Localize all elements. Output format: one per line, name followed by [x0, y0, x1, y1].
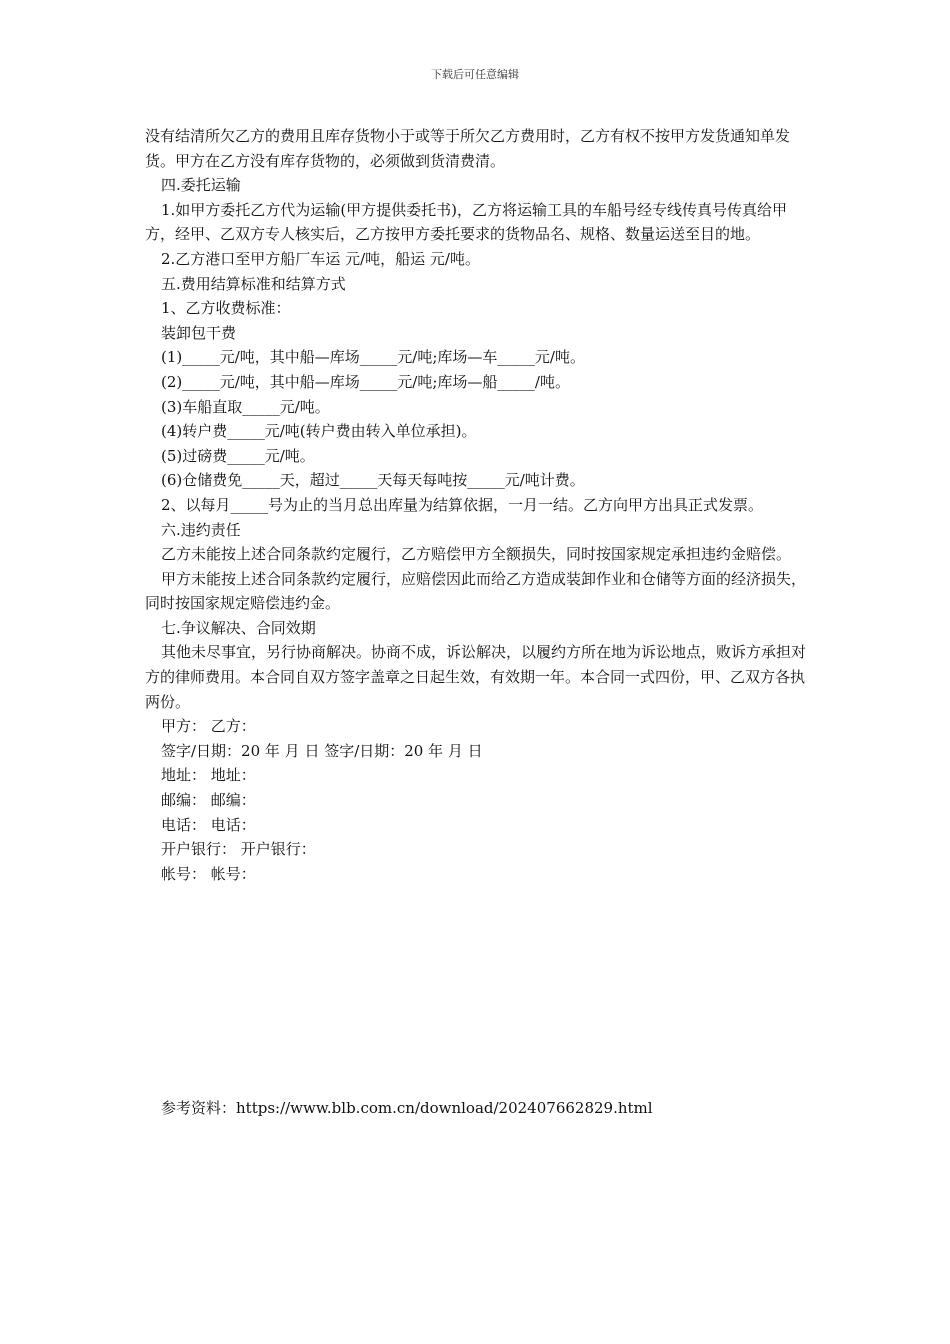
section-heading-5: 五.费用结算标准和结算方式: [161, 274, 346, 293]
paragraph: 1.如甲方委托乙方代为运输(甲方提供委托书)，乙方将运输工具的车船号经专线传真号传真给甲方，经甲、乙双方专人核实后，乙方按甲方委托要求的货物品名、规格、数量运送至目的地。: [145, 200, 788, 244]
fee-item: (5)过磅费_____元/吨。: [161, 446, 315, 465]
signature-line: 邮编： 邮编：: [161, 791, 256, 810]
paragraph: 装卸包干费: [161, 323, 237, 342]
paragraph: 1、乙方收费标准：: [161, 299, 291, 318]
fee-item: (3)车船直取_____元/吨。: [161, 397, 330, 416]
section-heading-4: 四.委托运输: [161, 176, 241, 195]
signature-line: 签字/日期：20 年 月 日 签字/日期：20 年 月 日: [161, 741, 483, 760]
paragraph: 2、以每月_____号为止的当月总出库量为结算依据，一月一结。乙方向甲方出具正式发票。: [161, 495, 764, 514]
signature-line: 帐号： 帐号：: [161, 864, 256, 883]
section-heading-7: 七.争议解决、合同效期: [161, 618, 316, 637]
fee-item: (1)_____元/吨，其中船—库场_____元/吨;库场—车_____元/吨。: [161, 348, 585, 367]
reference-link[interactable]: 参考资料：https://www.blb.com.cn/download/202407662829.html: [161, 1099, 653, 1117]
section-heading-6: 六.违约责任: [161, 520, 241, 539]
fee-item: (4)转户费_____元/吨(转户费由转入单位承担)。: [161, 422, 477, 441]
fee-item: (6)仓储费免_____天，超过_____天每天每吨按_____元/吨计费。: [161, 471, 585, 490]
paragraph: 没有结清所欠乙方的费用且库存货物小于或等于所欠乙方费用时，乙方有权不按甲方发货通知单发货。甲方在乙方没有库存货物的，必须做到货清费清。: [145, 127, 791, 170]
paragraph: 2.乙方港口至甲方船厂车运 元/吨，船运 元/吨。: [161, 249, 480, 268]
paragraph: 其他未尽事宜，另行协商解决。协商不成，诉讼解决，以履约方所在地为诉讼地点，败诉方承担对方的律师费用。本合同自双方签字盖章之日起生效，有效期一年。本合同一式四份，甲、乙双方各执两份。: [145, 643, 807, 711]
contract-body: [145, 124, 807, 886]
signature-line: 地址： 地址：: [161, 766, 256, 785]
signature-line: 开户银行： 开户银行：: [161, 840, 316, 859]
signature-line: 甲方： 乙方：: [161, 717, 256, 736]
fee-item: (2)_____元/吨，其中船—库场_____元/吨;库场—船_____/吨。: [161, 372, 570, 391]
paragraph: 甲方未能按上述合同条款约定履行，应赔偿因此而给乙方造成装卸作业和仓储等方面的经济损失，同时按国家规定赔偿违约金。: [145, 569, 807, 613]
signature-line: 电话： 电话：: [161, 815, 256, 834]
paragraph: 乙方未能按上述合同条款约定履行，乙方赔偿甲方全额损失，同时按国家规定承担违约金赔偿。: [161, 545, 792, 564]
page-header: 下载后可任意编辑: [431, 68, 519, 81]
